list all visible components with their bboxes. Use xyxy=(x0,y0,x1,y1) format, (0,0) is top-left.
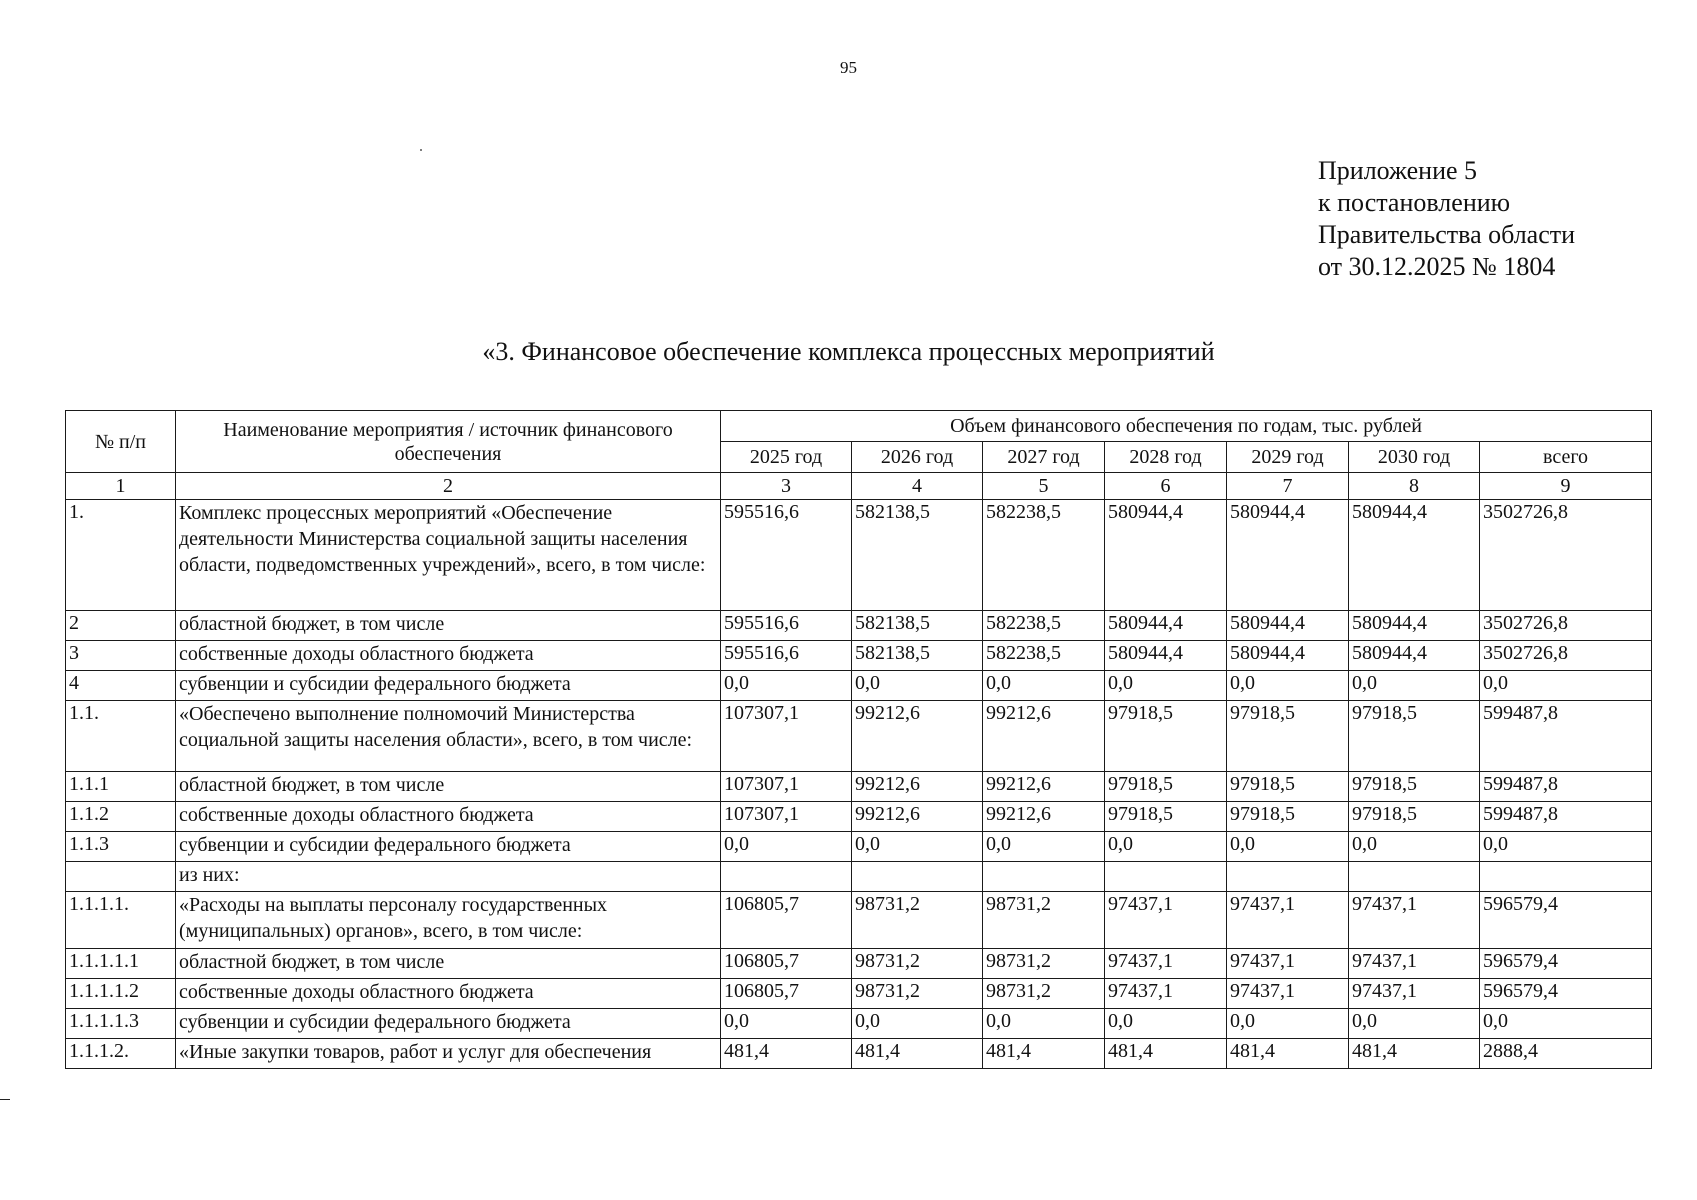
row-name: областной бюджет, в том числе xyxy=(176,772,721,802)
scan-edge-mark xyxy=(0,1099,10,1100)
row-value xyxy=(1227,862,1349,892)
row-value: 98731,2 xyxy=(983,892,1105,949)
row-value: 595516,6 xyxy=(721,611,852,641)
row-value: 580944,4 xyxy=(1105,641,1227,671)
row-value: 0,0 xyxy=(852,832,983,862)
row-value: 3502726,8 xyxy=(1480,611,1652,641)
row-value: 580944,4 xyxy=(1105,500,1227,611)
row-num: 1.1. xyxy=(66,701,176,772)
row-num: 1.1.1.1.1 xyxy=(66,949,176,979)
row-value: 97437,1 xyxy=(1349,979,1480,1009)
row-name: из них: xyxy=(176,862,721,892)
row-value: 99212,6 xyxy=(852,701,983,772)
row-value: 99212,6 xyxy=(852,772,983,802)
row-value: 595516,6 xyxy=(721,641,852,671)
column-number: 6 xyxy=(1105,473,1227,500)
row-num: 1.1.1.1.3 xyxy=(66,1009,176,1039)
row-value: 595516,6 xyxy=(721,500,852,611)
table-row xyxy=(66,671,1652,701)
row-value: 582138,5 xyxy=(852,611,983,641)
row-value: 599487,8 xyxy=(1480,802,1652,832)
row-value xyxy=(721,862,852,892)
row-value: 580944,4 xyxy=(1349,611,1480,641)
row-value xyxy=(852,862,983,892)
row-value: 0,0 xyxy=(852,1009,983,1039)
row-name: областной бюджет, в том числе xyxy=(176,949,721,979)
column-number: 2 xyxy=(176,473,721,500)
row-value: 99212,6 xyxy=(983,802,1105,832)
row-name: субвенции и субсидии федерального бюджета xyxy=(176,671,721,701)
column-number: 3 xyxy=(721,473,852,500)
row-value: 97918,5 xyxy=(1227,802,1349,832)
row-value: 0,0 xyxy=(1480,832,1652,862)
table-row xyxy=(66,802,1652,832)
row-value: 0,0 xyxy=(1227,671,1349,701)
row-value: 3502726,8 xyxy=(1480,641,1652,671)
row-value: 481,4 xyxy=(983,1039,1105,1069)
appendix-line: от 30.12.2025 № 1804 xyxy=(1318,252,1556,281)
row-value: 0,0 xyxy=(1227,1009,1349,1039)
row-value xyxy=(1105,862,1227,892)
row-num: 1.1.1.1. xyxy=(66,892,176,949)
row-num: 1. xyxy=(66,500,176,611)
row-value: 97918,5 xyxy=(1105,802,1227,832)
table-row xyxy=(66,1039,1652,1069)
row-value: 97437,1 xyxy=(1227,979,1349,1009)
row-value: 582138,5 xyxy=(852,500,983,611)
row-value: 99212,6 xyxy=(852,802,983,832)
column-number: 1 xyxy=(66,473,176,500)
appendix-line: к постановлению xyxy=(1318,188,1511,217)
row-value: 582238,5 xyxy=(983,611,1105,641)
row-value: 582138,5 xyxy=(852,641,983,671)
row-value xyxy=(983,862,1105,892)
row-value: 107307,1 xyxy=(721,802,852,832)
row-value: 0,0 xyxy=(1105,1009,1227,1039)
row-value: 97437,1 xyxy=(1105,949,1227,979)
table-row xyxy=(66,949,1652,979)
row-value: 0,0 xyxy=(721,832,852,862)
column-number: 7 xyxy=(1227,473,1349,500)
row-value: 580944,4 xyxy=(1227,500,1349,611)
row-value: 599487,8 xyxy=(1480,772,1652,802)
row-name: субвенции и субсидии федерального бюджета xyxy=(176,832,721,862)
row-value: 481,4 xyxy=(1227,1039,1349,1069)
row-value xyxy=(1480,862,1652,892)
row-value: 97437,1 xyxy=(1227,892,1349,949)
table-row xyxy=(66,832,1652,862)
column-number: 4 xyxy=(852,473,983,500)
table-row xyxy=(66,979,1652,1009)
row-value: 107307,1 xyxy=(721,772,852,802)
table-row xyxy=(66,701,1652,772)
section-title: «3. Финансовое обеспечение комплекса процессных мероприятий xyxy=(482,337,1215,366)
header-year: 2027 год xyxy=(983,442,1105,473)
row-value: 0,0 xyxy=(852,671,983,701)
row-value: 97918,5 xyxy=(1227,701,1349,772)
row-value: 97918,5 xyxy=(1105,701,1227,772)
row-value: 98731,2 xyxy=(852,979,983,1009)
row-value: 98731,2 xyxy=(852,949,983,979)
row-num: 1.1.1.1.2 xyxy=(66,979,176,1009)
row-name: собственные доходы областного бюджета xyxy=(176,802,721,832)
row-num: 1.1.3 xyxy=(66,832,176,862)
row-value: 0,0 xyxy=(983,832,1105,862)
appendix-line: Правительства области xyxy=(1318,220,1576,249)
row-value: 2888,4 xyxy=(1480,1039,1652,1069)
row-value: 97437,1 xyxy=(1227,949,1349,979)
row-value: 98731,2 xyxy=(983,949,1105,979)
row-value: 97918,5 xyxy=(1105,772,1227,802)
row-value: 580944,4 xyxy=(1105,611,1227,641)
row-value: 106805,7 xyxy=(721,892,852,949)
table-row xyxy=(66,641,1652,671)
column-number: 5 xyxy=(983,473,1105,500)
table-row xyxy=(66,500,1652,611)
header-year: 2030 год xyxy=(1349,442,1480,473)
row-value: 97918,5 xyxy=(1349,772,1480,802)
appendix-line: Приложение 5 xyxy=(1318,156,1478,185)
row-value: 0,0 xyxy=(1227,832,1349,862)
row-value: 0,0 xyxy=(1105,671,1227,701)
appendix-block xyxy=(1318,155,1575,283)
header-name: Наименование мероприятия / источник финансового обеспечения xyxy=(176,411,721,473)
row-value: 99212,6 xyxy=(983,772,1105,802)
row-name: Комплекс процессных мероприятий «Обеспечение деятельности Министерства социальной защиты населения области, подведомственных учреждений», всего, в том числе: xyxy=(176,500,721,611)
row-name: «Расходы на выплаты персоналу государственных (муниципальных) органов», всего, в том числе: xyxy=(176,892,721,949)
row-name: субвенции и субсидии федерального бюджета xyxy=(176,1009,721,1039)
row-value: 481,4 xyxy=(721,1039,852,1069)
row-value: 0,0 xyxy=(1480,1009,1652,1039)
header-year: 2026 год xyxy=(852,442,983,473)
row-value: 0,0 xyxy=(983,671,1105,701)
row-value: 0,0 xyxy=(1105,832,1227,862)
row-value: 106805,7 xyxy=(721,949,852,979)
column-number: 8 xyxy=(1349,473,1480,500)
row-value: 0,0 xyxy=(1349,832,1480,862)
page-number: 95 xyxy=(840,58,857,77)
row-value: 582238,5 xyxy=(983,500,1105,611)
column-number: 9 xyxy=(1480,473,1652,500)
row-num: 4 xyxy=(66,671,176,701)
row-value: 580944,4 xyxy=(1349,500,1480,611)
row-num: 2 xyxy=(66,611,176,641)
row-value: 481,4 xyxy=(852,1039,983,1069)
row-value: 599487,8 xyxy=(1480,701,1652,772)
row-value: 0,0 xyxy=(721,1009,852,1039)
scan-dot-mark xyxy=(420,149,422,151)
row-value: 97437,1 xyxy=(1349,949,1480,979)
row-num: 1.1.1.2. xyxy=(66,1039,176,1069)
row-name: собственные доходы областного бюджета xyxy=(176,641,721,671)
table-row xyxy=(66,1009,1652,1039)
row-value: 481,4 xyxy=(1105,1039,1227,1069)
row-name: собственные доходы областного бюджета xyxy=(176,979,721,1009)
table-row xyxy=(66,772,1652,802)
row-value: 98731,2 xyxy=(852,892,983,949)
header-year: 2029 год xyxy=(1227,442,1349,473)
row-name: областной бюджет, в том числе xyxy=(176,611,721,641)
row-value: 481,4 xyxy=(1349,1039,1480,1069)
header-num: № п/п xyxy=(66,411,176,473)
row-value: 0,0 xyxy=(721,671,852,701)
row-num: 3 xyxy=(66,641,176,671)
row-value: 97918,5 xyxy=(1349,802,1480,832)
row-name: «Иные закупки товаров, работ и услуг для обеспечения xyxy=(176,1039,721,1069)
row-value: 596579,4 xyxy=(1480,892,1652,949)
row-value: 107307,1 xyxy=(721,701,852,772)
row-value: 97918,5 xyxy=(1227,772,1349,802)
row-value: 0,0 xyxy=(1349,1009,1480,1039)
row-value xyxy=(1349,862,1480,892)
row-name: «Обеспечено выполнение полномочий Министерства социальной защиты населения области», всего, в том числе: xyxy=(176,701,721,772)
row-value: 3502726,8 xyxy=(1480,500,1652,611)
table-row xyxy=(66,862,1652,892)
table-row xyxy=(66,611,1652,641)
row-value: 97437,1 xyxy=(1105,892,1227,949)
header-year: 2025 год xyxy=(721,442,852,473)
header-volume: Объем финансового обеспечения по годам, тыс. рублей xyxy=(721,411,1652,442)
row-value: 97437,1 xyxy=(1349,892,1480,949)
table-row xyxy=(66,892,1652,949)
row-num: 1.1.1 xyxy=(66,772,176,802)
row-value: 0,0 xyxy=(983,1009,1105,1039)
row-value: 0,0 xyxy=(1349,671,1480,701)
row-value: 596579,4 xyxy=(1480,979,1652,1009)
row-value: 580944,4 xyxy=(1227,641,1349,671)
row-num: 1.1.2 xyxy=(66,802,176,832)
header-total: всего xyxy=(1480,442,1652,473)
row-value: 0,0 xyxy=(1480,671,1652,701)
row-value: 580944,4 xyxy=(1349,641,1480,671)
header-year: 2028 год xyxy=(1105,442,1227,473)
row-value: 580944,4 xyxy=(1227,611,1349,641)
row-value: 97918,5 xyxy=(1349,701,1480,772)
row-value: 97437,1 xyxy=(1105,979,1227,1009)
row-value: 106805,7 xyxy=(721,979,852,1009)
row-value: 582238,5 xyxy=(983,641,1105,671)
financing-table xyxy=(65,410,1652,1069)
row-value: 596579,4 xyxy=(1480,949,1652,979)
row-num xyxy=(66,862,176,892)
row-value: 99212,6 xyxy=(983,701,1105,772)
row-value: 98731,2 xyxy=(983,979,1105,1009)
